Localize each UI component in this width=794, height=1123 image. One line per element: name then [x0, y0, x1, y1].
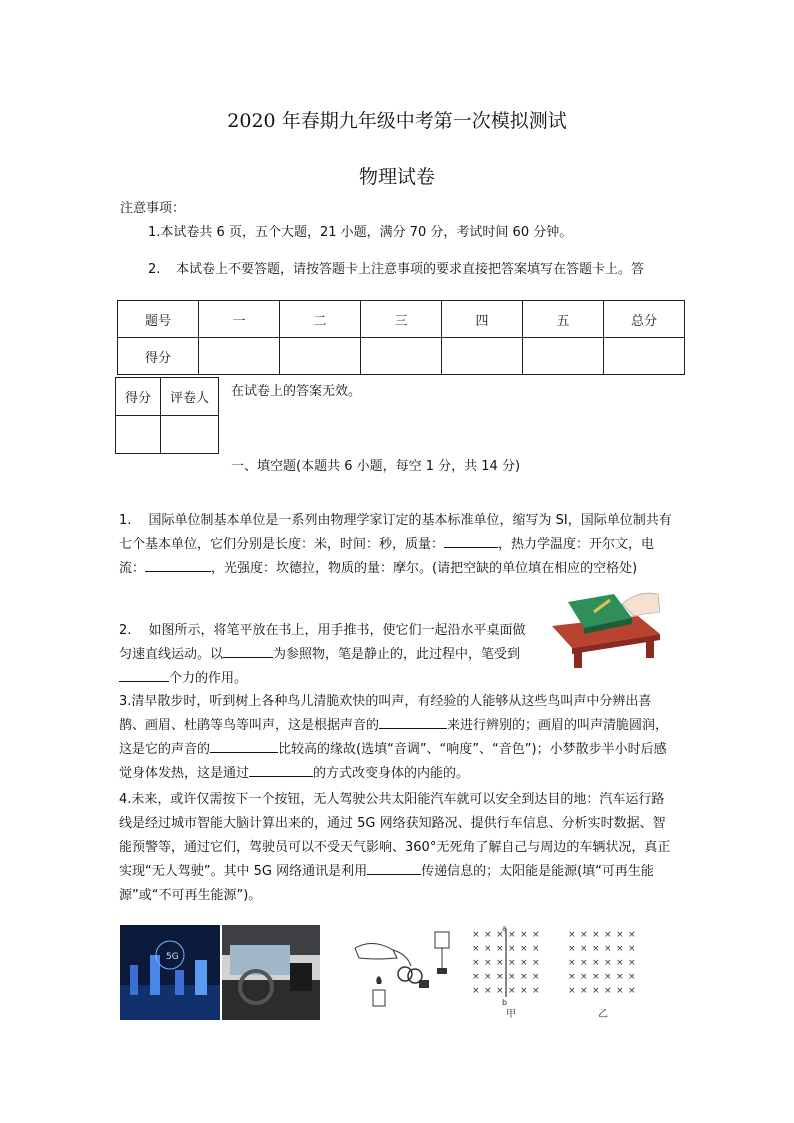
field-cross-mark: × — [496, 972, 504, 982]
field-cross-mark: × — [472, 930, 480, 940]
driverless-car-interior-figure — [222, 925, 320, 1020]
field-cross-mark: × — [520, 944, 528, 954]
score-header-cell: 四 — [442, 301, 523, 338]
score-header-cell: 题号 — [118, 301, 199, 338]
field-cross-mark: × — [496, 958, 504, 968]
grader-name-label: 评卷人 — [161, 378, 219, 416]
q2-text-a: 2. 如图所示，将笔平放在书上，用手推书，使它们一起沿水平桌面做匀速直线运动。以 — [119, 623, 526, 662]
score-cell — [199, 338, 280, 375]
label-b: b — [502, 998, 508, 1007]
score-row-label: 得分 — [118, 338, 199, 375]
notice-label: 注意事项： — [120, 201, 186, 216]
field-cross-mark: × — [616, 930, 624, 940]
field-cross-mark: × — [604, 986, 612, 996]
field-cross-mark: × — [580, 972, 588, 982]
q1-text-a: 1. 国际单位制基本单位是一系列由物理学家订定的基本标准单位，缩写为 SI，国际单位制共有七个基本单位，它们分别是长度：米，时间：秒，质量： — [119, 513, 672, 552]
field-cross-mark: × — [592, 986, 600, 996]
page-title: 2020 年春期九年级中考第一次模拟测试 — [227, 110, 567, 132]
score-cell — [361, 338, 442, 375]
field-cross-mark: × — [604, 958, 612, 968]
score-header-cell: 一 — [199, 301, 280, 338]
5g-city-night-figure — [120, 925, 220, 1020]
field-cross-mark: × — [508, 986, 516, 996]
field-cross-mark: × — [520, 930, 528, 940]
grader-score-label: 得分 — [116, 378, 161, 416]
field-cross-mark: × — [532, 958, 540, 968]
label-yi: 乙 — [598, 1009, 608, 1020]
label-jia: 甲 — [506, 1009, 516, 1020]
field-cross-mark: × — [628, 944, 636, 954]
q3-text-c: 比较高的缘故(选填“音调”、“响度”、“音色”)；小梦散步半小时后感觉身体发热，这是通过 — [119, 742, 667, 781]
field-cross-mark: × — [520, 958, 528, 968]
field-cross-mark: × — [472, 944, 480, 954]
field-cross-mark: × — [628, 958, 636, 968]
field-cross-mark: × — [568, 944, 576, 954]
grader-score-cell — [116, 416, 161, 454]
score-table-score-row — [118, 338, 685, 375]
grader-table — [115, 377, 219, 454]
field-cross-mark: × — [604, 930, 612, 940]
q4-text-b: 传递信息的；太阳能是能源(填“可再生能源”或“不可再生能源”)。 — [119, 864, 654, 903]
field-cross-mark: × — [484, 930, 492, 940]
field-cross-mark: × — [496, 986, 504, 996]
field-cross-mark: × — [580, 944, 588, 954]
section-heading-1: 一、填空题(本题共 6 小题，每空 1 分，共 14 分) — [231, 459, 521, 474]
field-cross-mark: × — [604, 972, 612, 982]
field-cross-mark: × — [484, 986, 492, 996]
field-cross-mark: × — [592, 958, 600, 968]
field-cross-mark: × — [616, 944, 624, 954]
hand-magnet-experiment-figure — [353, 928, 465, 1016]
q1-text-b: ，热力学温度：开尔文，电流： — [119, 537, 655, 576]
answer-blank — [444, 535, 498, 548]
field-cross-mark: × — [616, 986, 624, 996]
field-cross-mark: × — [532, 972, 540, 982]
field-cross-mark: × — [472, 958, 480, 968]
answer-blank — [223, 645, 273, 658]
field-cross-mark: × — [580, 930, 588, 940]
score-table-header-row — [118, 301, 685, 338]
field-cross-mark: × — [568, 972, 576, 982]
grader-name-cell — [161, 416, 219, 454]
field-cross-mark: × — [532, 944, 540, 954]
field-cross-mark: × — [628, 930, 636, 940]
q3-text-a: 3.清早散步时，听到树上各种鸟儿清脆欢快的叫声，有经验的人能够从这些鸟叫声中分辨出喜鹊、画眉、杜鹃等鸟等叫声，这是根据声音的 — [119, 694, 652, 733]
score-header-cell: 五 — [523, 301, 604, 338]
answer-blank — [145, 559, 211, 572]
q4-text-a: 4.未来，或许仅需按下一个按钮，无人驾驶公共太阳能汽车就可以安全到达目的地：汽车运行路线是经过城市智能大脑计算出来的，通过 5G 网络获知路况、提供行车信息、分析实时数据、智能预警等，通过它们，驾驶员可以不受天气影响、360°无死角了解自己与周边的车辆状况，真正实现“无人驾驶”。其中 5G 网络通讯是利用 — [119, 792, 671, 879]
field-cross-mark: × — [580, 986, 588, 996]
score-header-cell: 二 — [280, 301, 361, 338]
notice-item-2-number: 2. — [148, 262, 161, 277]
question-4 — [119, 788, 675, 908]
answer-blank — [119, 669, 169, 682]
field-cross-mark: × — [472, 986, 480, 996]
field-cross-mark: × — [520, 986, 528, 996]
field-cross-mark: × — [484, 944, 492, 954]
field-cross-mark: × — [568, 958, 576, 968]
notice-item-2-continued: 在试卷上的答案无效。 — [231, 384, 362, 399]
field-cross-mark: × — [616, 958, 624, 968]
q1-text-c: ，光强度：坎德拉，物质的量：摩尔。(请把空缺的单位填在相应的空格处) — [211, 561, 638, 576]
field-cross-mark: × — [508, 958, 516, 968]
q2-text-c: 个力的作用。 — [169, 671, 248, 686]
q3-text-b: 来进行辨别的；画眉的叫声清脆圆润，这是它的声音的 — [119, 718, 669, 757]
question-1 — [119, 509, 675, 581]
field-cross-mark: × — [508, 972, 516, 982]
q3-text-d: 的方式改变身体的内能的。 — [313, 766, 470, 781]
notice-item-2 — [148, 258, 644, 277]
score-header-cell: 总分 — [604, 301, 685, 338]
field-cross-mark: × — [616, 972, 624, 982]
5g-label: 5G — [166, 952, 179, 962]
field-cross-mark: × — [628, 986, 636, 996]
field-cross-mark: × — [520, 972, 528, 982]
answer-blank — [379, 716, 447, 729]
magnetic-field-diagram — [468, 925, 648, 1020]
notice-item-2-text: 本试卷上不要答题，请按答题卡上注意事项的要求直接把答案填写在答题卡上。答 — [176, 262, 645, 277]
field-cross-mark: × — [496, 930, 504, 940]
field-cross-mark: × — [628, 972, 636, 982]
question-3 — [119, 690, 675, 786]
paper-subtitle: 物理试卷 — [358, 166, 435, 188]
field-cross-mark: × — [592, 972, 600, 982]
question-2 — [119, 619, 529, 691]
field-cross-mark: × — [532, 930, 540, 940]
answer-blank — [210, 740, 278, 753]
book-pen-table-figure — [548, 582, 660, 668]
field-cross-mark: × — [484, 958, 492, 968]
field-cross-mark: × — [592, 944, 600, 954]
field-cross-mark: × — [592, 930, 600, 940]
field-cross-mark: × — [508, 930, 516, 940]
field-cross-mark: × — [532, 986, 540, 996]
score-cell — [604, 338, 685, 375]
score-table — [117, 300, 685, 375]
notice-item-1: 1.本试卷共 6 页，五个大题，21 小题，满分 70 分，考试时间 60 分钟。 — [148, 225, 573, 240]
answer-blank — [367, 862, 421, 875]
score-header-cell: 三 — [361, 301, 442, 338]
field-cross-mark: × — [484, 972, 492, 982]
field-cross-mark: × — [472, 972, 480, 982]
field-cross-mark: × — [568, 930, 576, 940]
field-cross-mark: × — [580, 958, 588, 968]
label-a: a — [502, 925, 507, 933]
score-cell — [280, 338, 361, 375]
score-cell — [442, 338, 523, 375]
answer-blank — [249, 764, 313, 777]
field-cross-mark: × — [604, 944, 612, 954]
field-cross-mark: × — [568, 986, 576, 996]
field-cross-mark: × — [508, 944, 516, 954]
field-cross-mark: × — [496, 944, 504, 954]
q2-text-b: 为参照物，笔是静止的，此过程中，笔受到 — [273, 647, 521, 662]
score-cell — [523, 338, 604, 375]
